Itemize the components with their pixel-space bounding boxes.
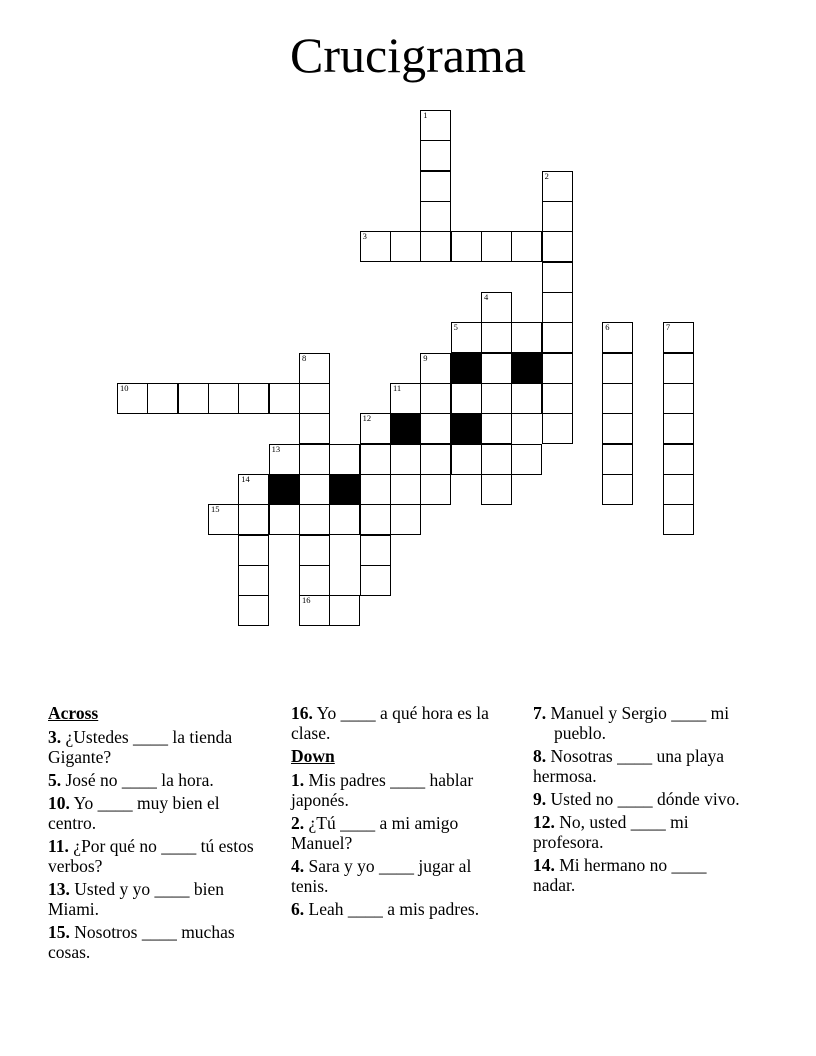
grid-cell[interactable]: [360, 231, 391, 262]
clue-down-6: 6. Leah ____ a mis padres.: [291, 899, 480, 919]
grid-number: 2: [544, 170, 549, 181]
grid-cell[interactable]: [602, 353, 633, 384]
clue-down-14: 14. Mi hermano no ____ nadar.: [533, 855, 707, 895]
clue-down-1: 1. Mis padres ____ hablar japonés.: [291, 770, 474, 810]
grid-cell[interactable]: [269, 444, 300, 475]
grid-cell[interactable]: [117, 383, 148, 414]
clue-down-2: 2. ¿Tú ____ a mi amigo Manuel?: [291, 813, 459, 853]
grid-cell[interactable]: [481, 474, 512, 505]
grid-cell[interactable]: [602, 444, 633, 475]
grid-cell[interactable]: [238, 565, 269, 596]
grid-number: 3: [362, 231, 367, 242]
grid-number: 13: [271, 443, 281, 454]
grid-cell[interactable]: [420, 201, 451, 232]
clue-across-10: 10. Yo ____ muy bien el centro.: [48, 793, 220, 833]
clue-across-15: 15. Nosotros ____ muchas cosas.: [48, 922, 235, 962]
grid-number: 1: [423, 110, 428, 120]
grid-cell[interactable]: [299, 595, 330, 626]
grid-cell[interactable]: [238, 474, 269, 505]
page-title: Crucigrama: [289, 27, 526, 83]
grid-cell[interactable]: [542, 171, 573, 202]
grid-number: 4: [484, 292, 489, 302]
grid-cell[interactable]: [360, 565, 391, 596]
grid-cell[interactable]: [390, 383, 421, 414]
clue-down-8: 8. Nosotras ____ una playa hermosa.: [533, 746, 725, 786]
grid-cell[interactable]: [663, 413, 694, 444]
grid-cell[interactable]: [542, 383, 573, 414]
grid-cell[interactable]: [511, 444, 542, 475]
grid-cell[interactable]: [602, 383, 633, 414]
grid-cell[interactable]: [360, 504, 391, 535]
grid-cell[interactable]: [602, 413, 633, 444]
grid-cell[interactable]: [481, 231, 512, 262]
grid-cell[interactable]: [420, 474, 451, 505]
grid-cell[interactable]: [451, 444, 482, 475]
grid-cell[interactable]: [451, 383, 482, 414]
grid-block-cell: [451, 413, 482, 444]
grid-cell[interactable]: [299, 444, 330, 475]
grid-block-cell: [269, 474, 300, 505]
clue-column-1: [48, 703, 263, 965]
grid-cell[interactable]: [542, 231, 573, 262]
grid-cell[interactable]: [542, 353, 573, 384]
grid-cell[interactable]: [360, 444, 391, 475]
grid-cell[interactable]: [208, 504, 239, 535]
grid-cell[interactable]: [238, 535, 269, 566]
grid-cell[interactable]: [390, 444, 421, 475]
grid-cell[interactable]: [360, 535, 391, 566]
grid-cell[interactable]: [390, 231, 421, 262]
grid-cell[interactable]: [420, 383, 451, 414]
across-heading: Across: [48, 703, 99, 723]
grid-number: 12: [362, 413, 372, 424]
clue-down-9: 9. Usted no ____ dónde vivo.: [533, 789, 740, 809]
grid-cell[interactable]: [542, 201, 573, 232]
grid-cell[interactable]: [481, 413, 512, 444]
grid-cell[interactable]: [147, 383, 178, 414]
grid-cell[interactable]: [390, 504, 421, 535]
grid-cell[interactable]: [420, 171, 451, 202]
grid-cell[interactable]: [299, 383, 330, 414]
clue-column-3: [533, 703, 748, 898]
grid-cell[interactable]: [511, 322, 542, 353]
grid-cell[interactable]: [542, 413, 573, 444]
grid-cell[interactable]: [663, 474, 694, 505]
clue-across-16: 16. Yo ____ a qué hora es la clase.: [291, 703, 489, 743]
grid-cell[interactable]: [269, 504, 300, 535]
clue-down-7: 7. Manuel y Sergio ____ mi pueblo.: [533, 703, 730, 743]
grid-block-cell: [390, 413, 421, 444]
grid-cell[interactable]: [420, 231, 451, 262]
grid-cell[interactable]: [360, 474, 391, 505]
grid-number: 15: [211, 504, 220, 515]
grid-number: 16: [302, 595, 311, 606]
down-heading: Down: [291, 746, 335, 766]
grid-cell[interactable]: [663, 504, 694, 535]
grid-cell[interactable]: [238, 595, 269, 626]
grid-cell[interactable]: [663, 322, 694, 353]
grid-cell[interactable]: [329, 444, 360, 475]
grid-cell[interactable]: [481, 322, 512, 353]
grid-number: 5: [453, 322, 458, 333]
grid-cell[interactable]: [481, 353, 512, 384]
clue-across-13: 13. Usted y yo ____ bien Miami.: [48, 879, 224, 919]
grid-cell[interactable]: [602, 322, 633, 353]
grid-cell[interactable]: [481, 292, 512, 323]
grid-number: 7: [665, 322, 671, 333]
grid-cell[interactable]: [420, 444, 451, 475]
grid-cell[interactable]: [420, 413, 451, 444]
clue-across-3: 3. ¿Ustedes ____ la tienda Gigante?: [48, 727, 233, 767]
grid-number: 6: [605, 322, 610, 333]
grid-cell[interactable]: [329, 595, 360, 626]
grid-cell[interactable]: [238, 504, 269, 535]
grid-cell[interactable]: [299, 353, 330, 384]
grid-cell[interactable]: [420, 140, 451, 171]
grid-cell[interactable]: [269, 383, 300, 414]
grid-cell[interactable]: [360, 413, 391, 444]
grid-cell[interactable]: [420, 110, 451, 141]
clue-down-12: 12. No, usted ____ mi profesora.: [533, 812, 689, 852]
grid-cell[interactable]: [451, 322, 482, 353]
grid-cell[interactable]: [542, 262, 573, 293]
grid-cell[interactable]: [481, 444, 512, 475]
grid-cell[interactable]: [451, 231, 482, 262]
clue-across-11: 11. ¿Por qué no ____ tú estos verbos?: [48, 836, 254, 876]
grid-block-cell: [451, 353, 482, 384]
grid-cell[interactable]: [208, 383, 239, 414]
grid-cell[interactable]: [663, 444, 694, 475]
grid-cell[interactable]: [663, 353, 694, 384]
grid-cell[interactable]: [420, 353, 451, 384]
grid-cell[interactable]: [299, 565, 330, 596]
grid-cell[interactable]: [511, 383, 542, 414]
grid-cell[interactable]: [511, 231, 542, 262]
grid-number: 9: [423, 352, 428, 363]
grid-number: 8: [302, 352, 307, 363]
grid-number: 14: [241, 474, 250, 484]
grid-number: 11: [393, 383, 402, 393]
grid-block-cell: [329, 474, 360, 505]
grid-cell[interactable]: [663, 383, 694, 414]
grid-cell[interactable]: [329, 504, 360, 535]
grid-cell[interactable]: [481, 383, 512, 414]
grid-cell[interactable]: [542, 292, 573, 323]
grid-cell[interactable]: [299, 535, 330, 566]
grid-block-cell: [511, 353, 542, 384]
grid-cell[interactable]: [602, 474, 633, 505]
grid-cell[interactable]: [238, 383, 269, 414]
grid-cell[interactable]: [299, 474, 330, 505]
grid-cell[interactable]: [542, 322, 573, 353]
grid-cell[interactable]: [178, 383, 209, 414]
clue-across-5: 5. José no ____ la hora.: [48, 770, 214, 790]
grid-cell[interactable]: [299, 413, 330, 444]
grid-number: 10: [120, 383, 129, 393]
grid-cell[interactable]: [299, 504, 330, 535]
clue-column-2: [291, 703, 497, 922]
clue-down-4: 4. Sara y yo ____ jugar al tenis.: [291, 856, 472, 896]
